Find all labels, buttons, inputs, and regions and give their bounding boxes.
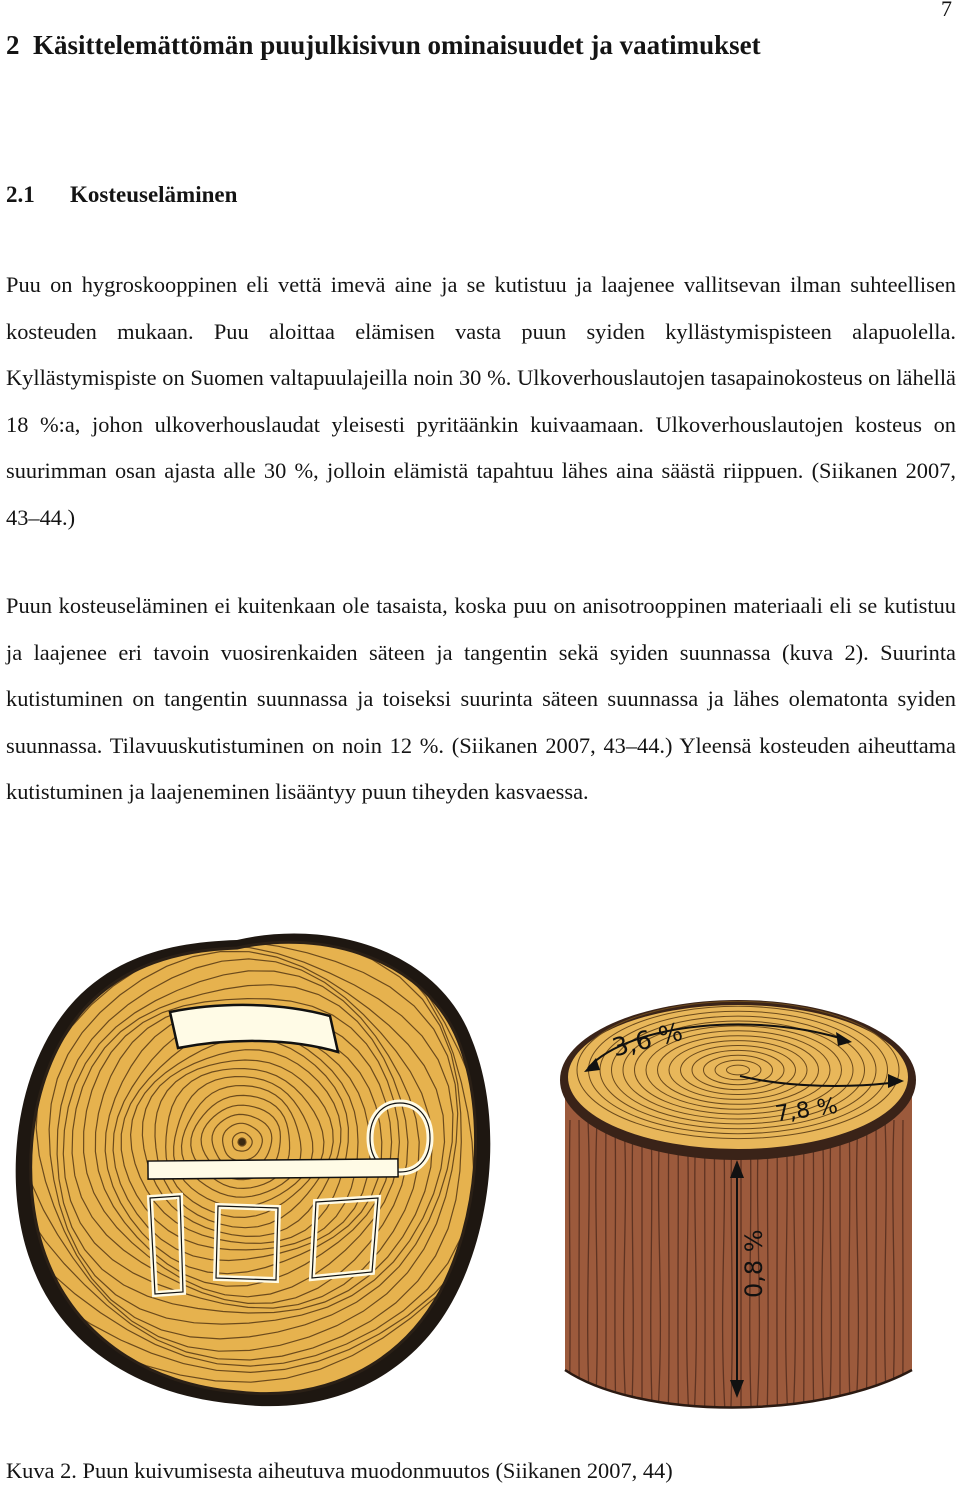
section-number: 2.1 bbox=[6, 182, 35, 207]
bark-line bbox=[579, 1120, 580, 1420]
radial-label: 7,8 % bbox=[773, 1093, 840, 1128]
page-number: 7 bbox=[941, 0, 952, 21]
stump bbox=[560, 1000, 916, 1420]
paragraph-moisture-intro: Puu on hygroskooppinen eli vettä imevä aine ja se kutistuu ja laajenee vallitsevan ilman suhteellisen kosteuden mukaan. Puu aloittaa elämisen vasta puun syiden kyllästymispisteen alapuolella. Kyllästymispiste on Suomen valtapuulajeilla noin 30 %. Ulkoverhouslautojen tasapainokosteus on lähellä 18 %:a, johon ulkoverhouslaudat yleisesti pyritäänkin kuivaamaan. Ulkoverhouslautojen kosteus on suurimman osan ajasta alle 30 %, jolloin elämistä tapahtuu lähes aina säästä riippuen. (Siikanen 2007, 43–44.) bbox=[6, 272, 956, 530]
section-heading: Kosteuseläminen bbox=[70, 182, 238, 207]
stump-top bbox=[568, 1005, 908, 1149]
bark-line bbox=[678, 1120, 679, 1420]
bark-line bbox=[804, 1120, 805, 1420]
bark-line bbox=[876, 1120, 877, 1420]
figure-caption: Kuva 2. Puun kuivumisesta aiheutuva muodonmuutos (Siikanen 2007, 44) bbox=[6, 1458, 673, 1483]
paragraph-anisotropy: Puun kosteuseläminen ei kuitenkaan ole tasaista, koska puu on anisotrooppinen materiaali eli se kutistuu ja laajenee eri tavoin vuosirenkaiden säteen ja tangentin sekä syiden suunnassa (kuva 2). Suurinta kutistuminen on tangentin suunnassa ja toiseksi suurinta säteen suunnassa ja lähes olematonta syiden suunnassa. Tilavuuskutistuminen on noin 12 %. (Siikanen 2007, 43–44.) Yleensä kosteuden aiheuttama kutistuminen ja laajeneminen lisääntyy puun tiheyden kasvaessa. bbox=[6, 593, 956, 805]
flat-board-shape bbox=[148, 1159, 398, 1179]
bark-line bbox=[705, 1120, 706, 1420]
longitudinal-label: 0,8 % bbox=[740, 1229, 768, 1298]
bark-line bbox=[606, 1120, 607, 1420]
chapter-title: 2 Käsittelemättömän puujulkisivun ominaisuudet ja vaatimukset bbox=[6, 30, 761, 60]
section-title bbox=[6, 182, 237, 208]
bark-line bbox=[777, 1120, 778, 1420]
log-cross-section bbox=[0, 920, 507, 1420]
figure-wood-shrinkage bbox=[0, 920, 960, 1420]
tangential-label: 3,6 % bbox=[609, 1016, 686, 1063]
figure-illustration bbox=[0, 920, 960, 1420]
pith bbox=[238, 1138, 246, 1146]
